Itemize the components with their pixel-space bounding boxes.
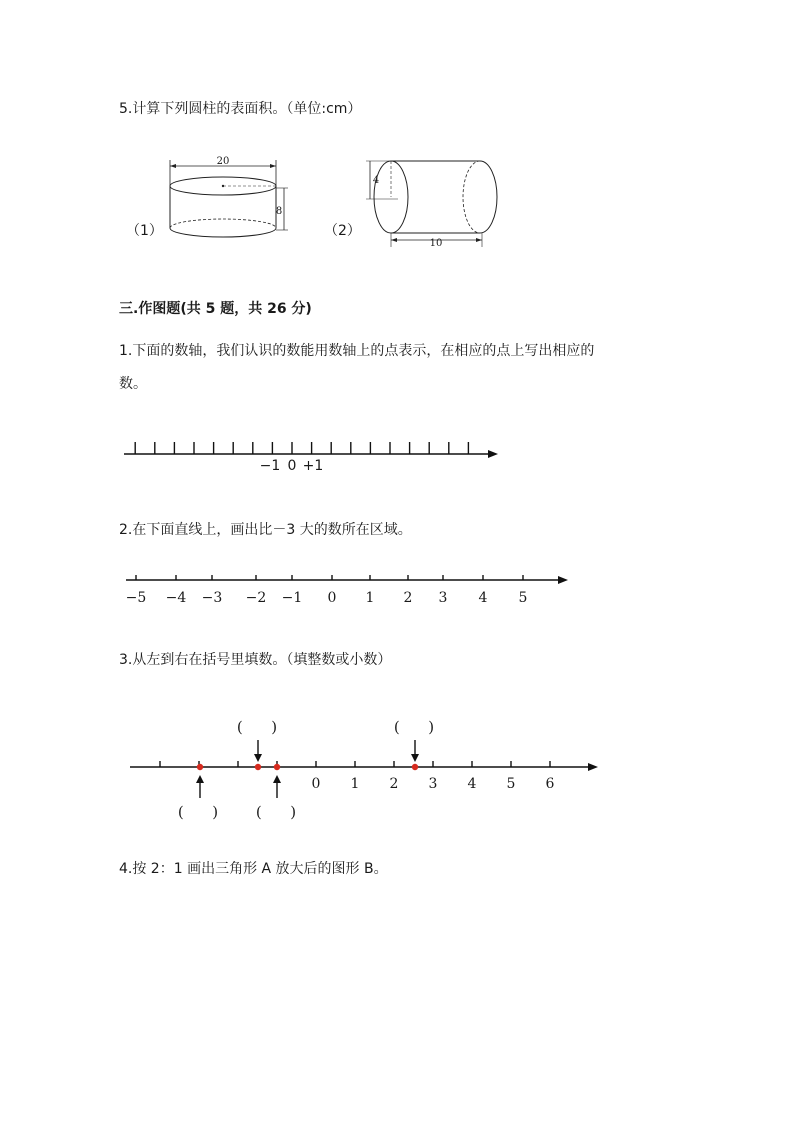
nl3-label: 2 <box>389 776 399 792</box>
nl3-marked-point <box>197 764 203 770</box>
fig1-height-text: 8 <box>275 206 283 217</box>
nl3-label: 0 <box>311 776 321 792</box>
nl2-label: 3 <box>438 590 448 606</box>
nl3-marked-point <box>255 764 261 770</box>
fig1-diameter-text: 20 <box>216 156 230 167</box>
nl2-label: 1 <box>365 590 375 606</box>
nl3-label: 6 <box>545 776 555 792</box>
nl2-label: 0 <box>327 590 337 606</box>
cylinder-2-figure <box>362 155 507 255</box>
fig2-diameter-text: 4 <box>372 175 380 186</box>
arrow-head <box>488 450 498 458</box>
nl1-label-0: 0 <box>287 458 297 474</box>
arrow-head <box>588 763 598 771</box>
nl2-label: −1 <box>281 590 303 606</box>
nl2-label: −4 <box>165 590 187 606</box>
nl2-label: 4 <box>478 590 488 606</box>
nl3-label: 5 <box>506 776 516 792</box>
blank-3: ( ) <box>177 803 219 821</box>
p3-text: 3.从左到右在括号里填数。（填整数或小数） <box>119 652 392 668</box>
nl3-marked-point <box>274 764 280 770</box>
nl2-label: 5 <box>518 590 528 606</box>
q5-text: 5.计算下列圆柱的表面积。（单位:cm） <box>119 101 362 117</box>
arrow-head <box>558 576 568 584</box>
nl3-label: 1 <box>350 776 360 792</box>
blank-2: ( ) <box>393 718 435 736</box>
nl3-marked-point <box>412 764 418 770</box>
nl3-label: 3 <box>428 776 438 792</box>
p1-text-line1: 1.下面的数轴，我们认识的数能用数轴上的点表示，在相应的点上写出相应的 <box>119 343 595 359</box>
nl2-label: 2 <box>403 590 413 606</box>
nl1-label-plus1: +1 <box>302 458 324 474</box>
fig2-length-text: 10 <box>429 238 443 249</box>
nl2-label: −2 <box>245 590 267 606</box>
number-line-3 <box>128 712 603 827</box>
fig2-label: （2） <box>324 223 361 239</box>
nl2-label: −5 <box>125 590 147 606</box>
nl3-label: 4 <box>467 776 477 792</box>
p4-text: 4.按 2：1 画出三角形 A 放大后的图形 B。 <box>119 861 388 877</box>
nl1-label-minus1: −1 <box>259 458 281 474</box>
nl2-label: −3 <box>201 590 223 606</box>
p1-text-line2: 数。 <box>119 376 147 392</box>
number-line-1 <box>120 432 505 474</box>
blank-4: ( ) <box>255 803 297 821</box>
blank-1: ( ) <box>236 718 278 736</box>
p2-text: 2.在下面直线上，画出比－3 大的数所在区域。 <box>119 522 412 538</box>
number-line-2 <box>120 570 575 615</box>
cylinder-1-figure <box>160 150 300 250</box>
fig1-label: （1） <box>126 223 163 239</box>
section-title: 三.作图题(共 5 题，共 26 分) <box>119 301 312 317</box>
